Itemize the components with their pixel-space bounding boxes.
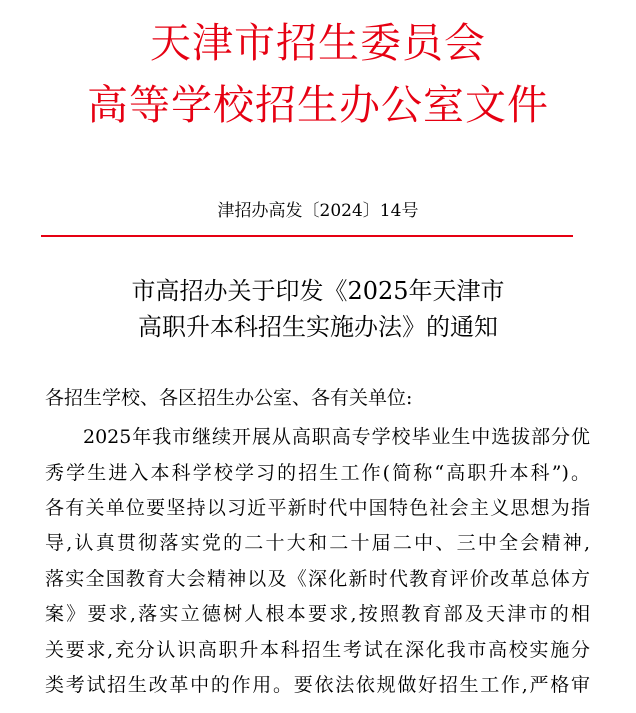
body-paragraph-line: 案》要求,落实立德树人根本要求,按照教育部及天津市的相 bbox=[45, 603, 590, 625]
body-paragraph-line: 关要求,充分认识高职升本科招生考试在深化我市高校实施分 bbox=[45, 639, 590, 661]
notice-title-line-1: 市高招办关于印发《2025年天津市 bbox=[131, 277, 505, 305]
issuer-title-line-1: 天津市招生委员会 bbox=[150, 19, 486, 67]
body-paragraph-line: 类考试招生改革中的作用。要依法依规做好招生工作,严格审 bbox=[45, 674, 590, 696]
red-divider-line bbox=[41, 235, 573, 237]
body-paragraph-line: 落实全国教育大会精神以及《深化新时代教育评价改革总体方 bbox=[45, 568, 590, 590]
issuer-title-line-2: 高等学校招生办公室文件 bbox=[87, 81, 549, 129]
document-number: 津招办高发〔2024〕14号 bbox=[217, 201, 419, 221]
notice-title-line-2: 高职升本科招生实施办法》的通知 bbox=[138, 313, 498, 341]
salutation: 各招生学校、各区招生办公室、各有关单位: bbox=[45, 387, 413, 409]
body-paragraph-line: 秀学生进入本科学校学习的招生工作(简称“高职升本科”)。 bbox=[45, 462, 590, 484]
body-paragraph-line: 各有关单位要坚持以习近平新时代中国特色社会主义思想为指 bbox=[45, 497, 590, 519]
body-paragraph-line: 2025年我市继续开展从高职高专学校毕业生中选拔部分优 bbox=[83, 426, 590, 448]
body-paragraph-line: 导,认真贯彻落实党的二十大和二十届二中、三中全会精神, bbox=[45, 532, 590, 554]
